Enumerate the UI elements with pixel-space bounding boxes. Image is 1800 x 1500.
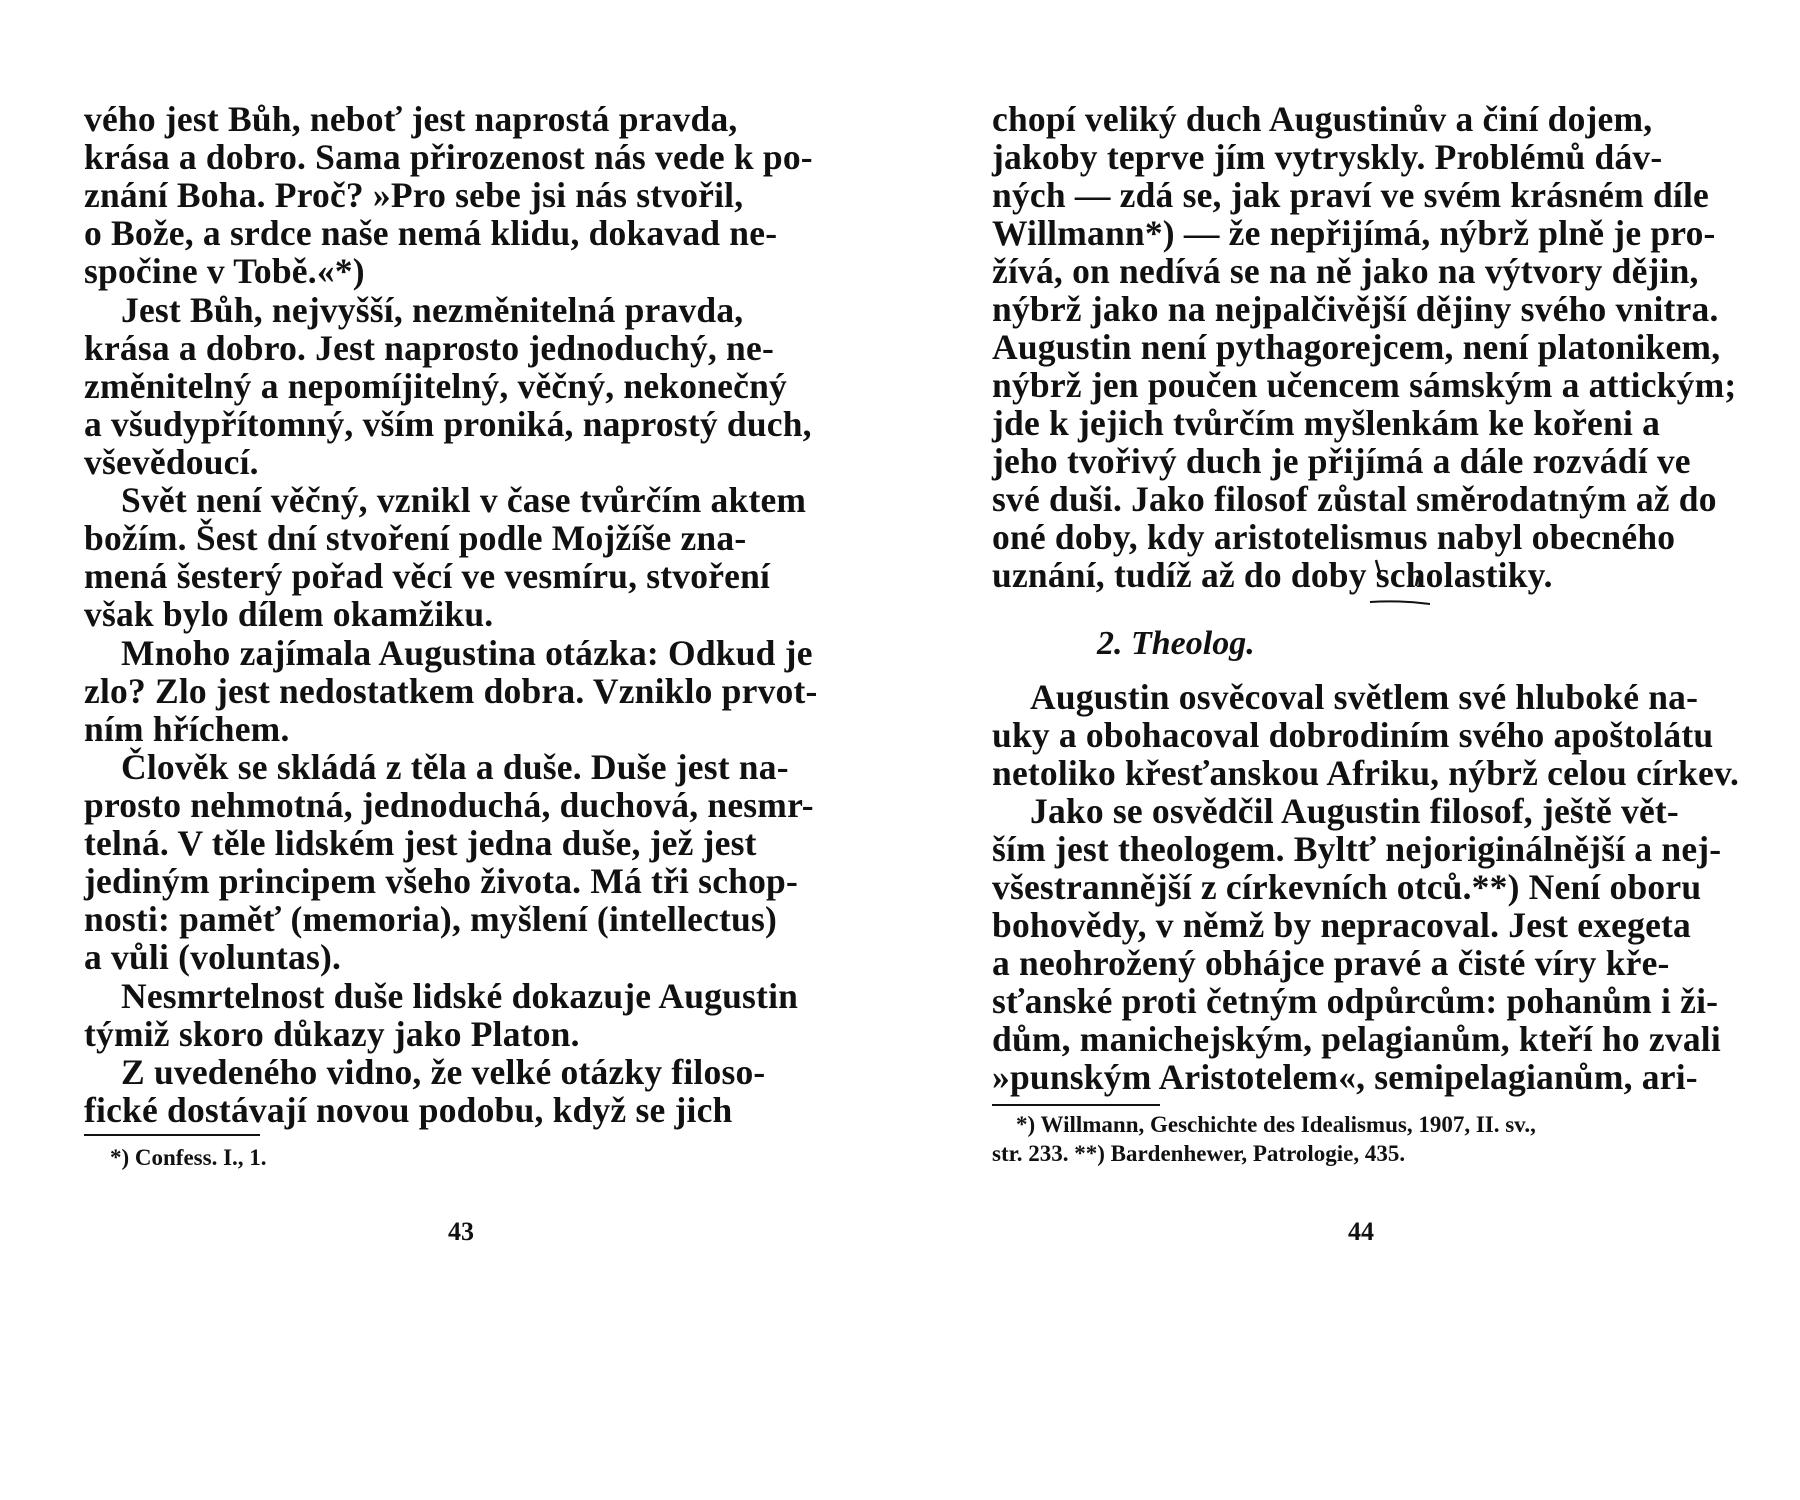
text-line: oné doby, kdy aristotelismus nabyl obecného [992, 517, 1676, 557]
text-line: jediným principem všeho života. Má tři schop- [84, 861, 799, 901]
text-line: nosti: paměť (memoria), myšlení (intellectus) [84, 899, 777, 939]
text-line: fické dostávají novou podobu, když se jich [84, 1090, 733, 1130]
text-line: jeho tvořivý duch je přijímá a dále rozvádí ve [992, 441, 1691, 481]
text-line: spočine v Tobě.«*) [84, 251, 365, 291]
text-line: Člověk se skládá z těla a duše. Duše jest na- [121, 747, 789, 787]
text-line: a neohrožený obhájce pravé a čisté víry kře- [992, 943, 1670, 983]
text-line: mená šesterý pořad věcí ve vesmíru, stvoření [84, 556, 771, 596]
text-line: telná. V těle lidském jest jedna duše, jež jest [84, 823, 757, 863]
text-line: bohovědy, v němž by nepracoval. Jest exegeta [992, 905, 1692, 945]
text-line: Mnoho zajímala Augustina otázka: Odkud je [121, 633, 813, 673]
text-line: své duši. Jako filosof zůstal směrodatným až do [992, 479, 1717, 519]
text-line: krása a dobro. Sama přirozenost nás vede k po- [84, 137, 813, 177]
text-line: uznání, tudíž až do doby scholastiky. [992, 555, 1553, 595]
text-line: krása a dobro. Jest naprosto jednoduchý, ne- [84, 328, 774, 368]
text-line: chopí veliký duch Augustinův a činí dojem, [992, 99, 1653, 139]
text-line: nýbrž jako na nejpalčivější dějiny svého vnitra. [992, 289, 1719, 329]
text-line: však bylo dílem okamžiku. [84, 594, 494, 634]
text-line: týmiž skoro důkazy jako Platon. [84, 1014, 580, 1054]
text-line: všestrannější z církevních otců.**) Není oboru [992, 867, 1702, 907]
text-line: Jako se osvědčil Augustin filosof, ještě vět- [1030, 791, 1679, 831]
text-line: Z uvedeného vidno, že velké otázky filoso- [121, 1052, 766, 1092]
text-line: Nesmrtelnost duše lidské dokazuje Augustin [121, 976, 799, 1016]
text-line: nýbrž jen poučen učencem sámským a attickým; [992, 365, 1737, 405]
footnote-rule [992, 1104, 1160, 1106]
text-line: božím. Šest dní stvoření podle Mojžíše zna- [84, 518, 747, 558]
text-line: Jest Bůh, nejvyšší, nezměnitelná pravda, [121, 290, 744, 330]
text-line: žívá, on nedívá se na ně jako na výtvory dějin, [992, 251, 1699, 291]
footnote: *) Confess. I., 1. [110, 1145, 267, 1170]
text-line: jakoby teprve jím vytryskly. Problémů dáv- [992, 137, 1663, 177]
text-line: prosto nehmotná, jednoduchá, duchová, nesmr- [84, 785, 814, 825]
text-line: »punským Aristotelem«, semipelagianům, ari- [992, 1057, 1698, 1097]
text-line: a vůli (voluntas). [84, 937, 342, 977]
right-page [900, 0, 1800, 1500]
text-line: Svět není věčný, vznikl v čase tvůrčím aktem [121, 480, 807, 520]
text-line: Augustin není pythagorejcem, není platonikem, [992, 327, 1721, 367]
footnote-rule [84, 1134, 260, 1136]
text-line: zlo? Zlo jest nedostatkem dobra. Vzniklo prvot- [84, 671, 818, 711]
text-line: vševědoucí. [84, 442, 259, 482]
text-line: o Bože, a srdce naše nemá klidu, dokavad ne- [84, 213, 778, 253]
pencil-mark [1360, 556, 1470, 606]
text-line: dům, manichejským, pelagianům, kteří ho zvali [992, 1019, 1721, 1059]
text-line: ním hříchem. [84, 709, 290, 749]
text-line: znání Boha. Proč? »Pro sebe jsi nás stvořil, [84, 175, 744, 215]
text-line: ných — zdá se, jak praví ve svém krásném díle [992, 175, 1710, 215]
text-line: změnitelný a nepomíjitelný, věčný, nekonečný [84, 366, 787, 406]
page-number: 44 [1348, 1217, 1374, 1246]
footnote: str. 233. **) Bardenhewer, Patrologie, 435. [992, 1141, 1406, 1166]
section-heading: 2. Theolog. [1097, 625, 1255, 662]
text-line: uky a obohacoval dobrodiním svého apoštolátu [992, 715, 1714, 755]
text-line: netoliko křesťanskou Afriku, nýbrž celou církev. [992, 753, 1740, 793]
page-number: 43 [448, 1217, 474, 1246]
text-line: vého jest Bůh, neboť jest naprostá pravda, [84, 99, 738, 139]
text-line: a všudypřítomný, vším proniká, naprostý duch, [84, 404, 812, 444]
text-line: sťanské proti četným odpůrcům: pohanům i ži- [992, 981, 1719, 1021]
text-line: ším jest theologem. Byltť nejoriginálnější a nej- [992, 829, 1722, 869]
text-line: jde k jejich tvůrčím myšlenkám ke kořeni a [992, 403, 1661, 443]
text-line: Willmann*) — že nepřijímá, nýbrž plně je pro- [992, 213, 1716, 253]
footnote: *) Willmann, Geschichte des Idealismus, 1907, II. sv., [1016, 1112, 1536, 1137]
text-line: Augustin osvěcoval světlem své hluboké na- [1030, 677, 1699, 717]
